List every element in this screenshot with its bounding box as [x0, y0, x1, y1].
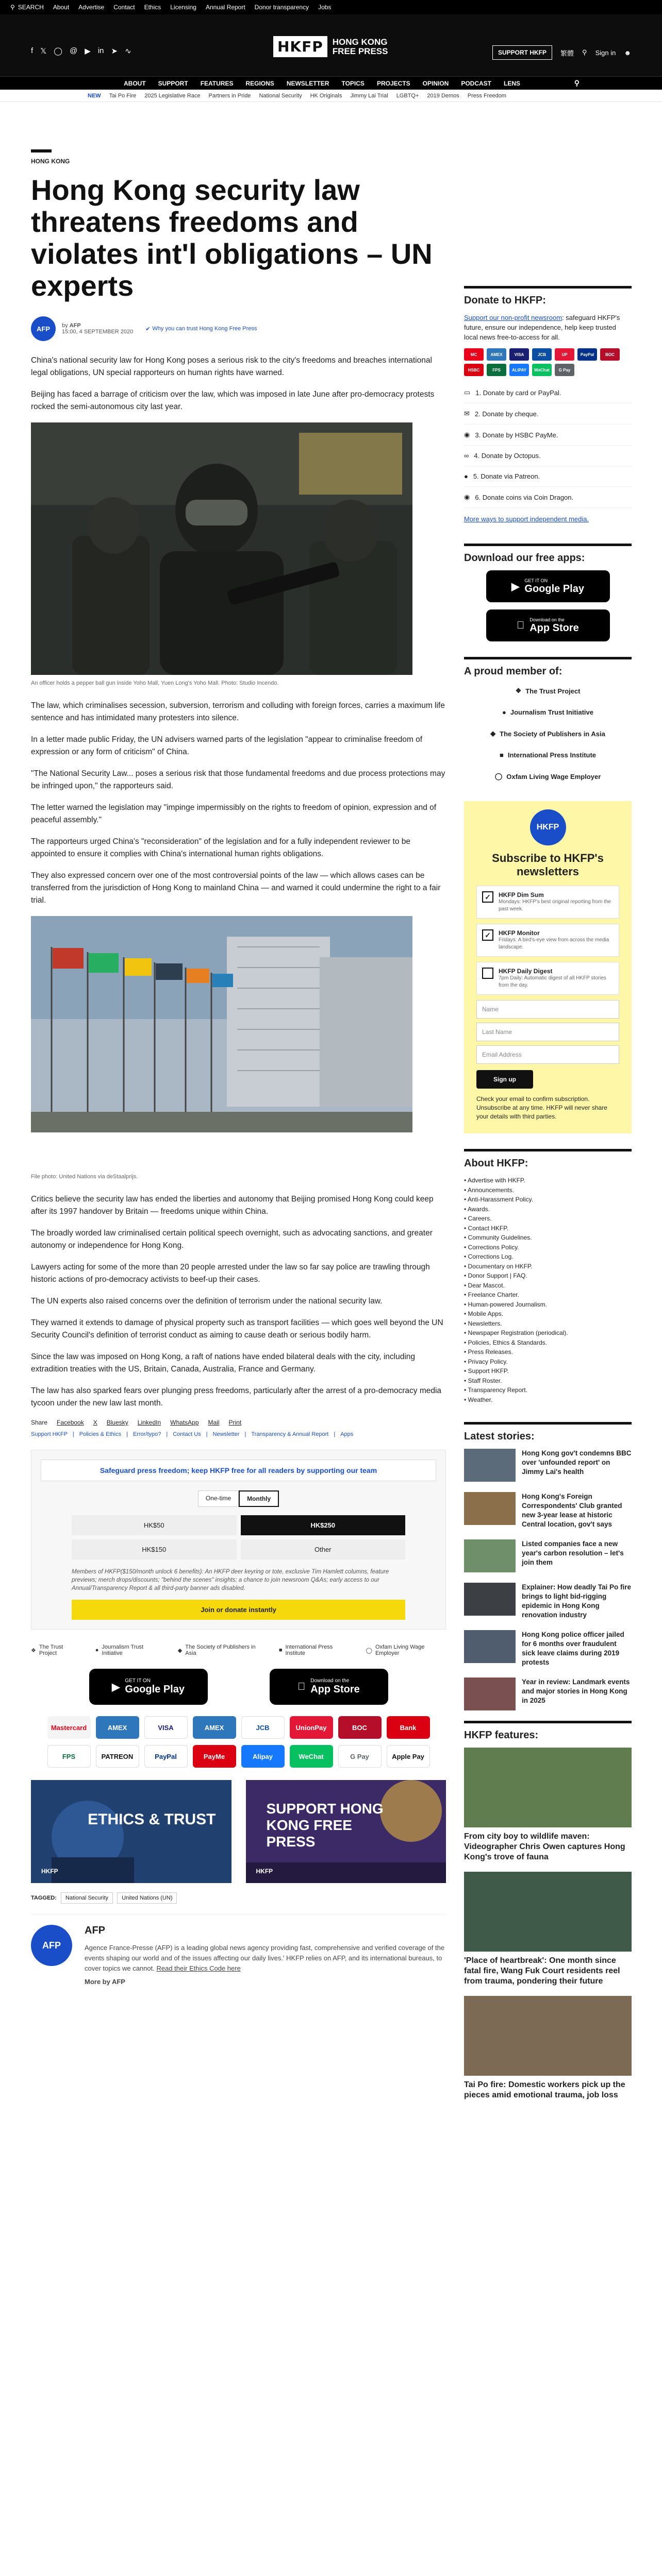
app-store-button[interactable]: Download on the App Store: [270, 1669, 388, 1705]
nav-item[interactable]: NEWSLETTER: [286, 79, 329, 87]
main-nav: [0, 76, 662, 90]
policy-link[interactable]: Error/typo?: [133, 1431, 161, 1437]
payment-logo: Alipay: [241, 1745, 285, 1768]
about-link[interactable]: • Policies, Ethics & Standards.: [464, 1338, 632, 1348]
share-print[interactable]: Print: [228, 1419, 242, 1426]
share-facebook[interactable]: Facebook: [57, 1419, 84, 1426]
member-badges: [31, 1644, 446, 1656]
story-thumbnail: [464, 1630, 516, 1663]
more-by-author[interactable]: More by AFP: [85, 1978, 125, 1986]
utility-link[interactable]: Contact: [113, 4, 135, 11]
nav-item[interactable]: SUPPORT: [158, 79, 188, 87]
payment-logo: PayMe: [193, 1745, 236, 1768]
share-bluesky[interactable]: Bluesky: [106, 1419, 128, 1426]
utility-search-label: SEARCH: [18, 4, 44, 11]
site-logo[interactable]: [273, 36, 388, 57]
newsletter-option[interactable]: ✓ HKFP Dim Sum Mondays: HKFP's best original reporting from the past week.: [476, 886, 619, 919]
author-avatar-large[interactable]: AFP: [31, 1925, 72, 1966]
newsletter-title: Subscribe to HKFP's newsletters: [492, 852, 604, 878]
about-link[interactable]: • Donor Support | FAQ.: [464, 1271, 632, 1281]
trust-link[interactable]: ✔ Why you can trust Hong Kong Free Press: [145, 326, 257, 332]
brand-actions: [492, 45, 631, 60]
tag[interactable]: National Security: [61, 1892, 113, 1904]
tag[interactable]: United Nations (UN): [117, 1892, 177, 1904]
feature-story[interactable]: From city boy to wildlife maven: Videographer Chris Owen captures Hong Kong's trove of fauna: [464, 1748, 632, 1862]
article-paragraph: The UN experts also raised concerns over the definition of terrorism under the national security law.: [31, 1297, 383, 1306]
payment-methods: [31, 1716, 446, 1768]
last-name-input[interactable]: Last Name: [476, 1023, 619, 1041]
publish-date: 15:00, 4 SEPTEMBER 2020: [62, 329, 134, 335]
nav-item[interactable]: LENS: [503, 79, 520, 87]
feature-image: [464, 1872, 632, 1952]
newsletter-option[interactable]: HKFP Daily Digest 7pm Daily: Automatic digest of all HKFP stories from the day.: [476, 962, 619, 995]
kicker-rule: [31, 149, 52, 152]
card-logo: PayPal: [577, 348, 597, 361]
support-hkfp-button[interactable]: SUPPORT HKFP: [492, 45, 552, 60]
jti-icon: ●: [95, 1647, 99, 1653]
subnav-item[interactable]: Jimmy Lai Trial: [350, 92, 388, 99]
article-paragraph: Lawyers acting for some of the more than 20 people arrested under the law so far say police are trawling through historic actions of pro-democracy activists to beef-up their cases.: [31, 1263, 430, 1284]
subnav-item[interactable]: Tai Po Fire: [109, 92, 137, 99]
sign-up-button[interactable]: Sign up: [476, 1070, 533, 1089]
card-logo: HSBC: [464, 364, 484, 376]
ipi-icon: ■: [278, 1647, 283, 1653]
utility-link[interactable]: About: [53, 4, 70, 11]
card-logo: BOC: [600, 348, 620, 361]
sidebar-app-store[interactable]: Download on the App Store: [486, 609, 610, 641]
name-input[interactable]: Name: [476, 1000, 619, 1019]
article-paragraph: In a letter made public Friday, the UN advisers warned parts of the legislation "appear to criminalise freedom of expression or any form of criticism" of China.: [31, 735, 423, 756]
sopa-badge[interactable]: ◆ The Society of Publishers in Asia: [177, 1644, 256, 1656]
shield-icon: ✔: [145, 326, 151, 332]
policy-link[interactable]: Support HKFP: [31, 1431, 68, 1437]
sidebar-google-play[interactable]: ▶ GET IT ON Google Play: [486, 570, 610, 602]
linkedin-icon[interactable]: in: [97, 46, 104, 55]
subnav-item[interactable]: Partners in Pride: [208, 92, 251, 99]
utility-link[interactable]: Licensing: [170, 4, 196, 11]
sub-nav: [0, 90, 662, 102]
google-play-button[interactable]: ▶ GET IT ON Google Play: [89, 1669, 208, 1705]
story-thumbnail: [464, 1449, 516, 1482]
jti-icon: ●: [502, 708, 506, 716]
article-paragraph: China's national security law for Hong Kong poses a serious risk to the city's freedoms and breaches international legal obligations, UN special rapporteurs on human rights have warned.: [31, 356, 432, 377]
utility-links: [53, 4, 332, 11]
feature-image: [464, 1996, 632, 2076]
utility-link[interactable]: Ethics: [144, 4, 161, 11]
newsletter-box: [464, 801, 632, 1133]
amount-option-selected[interactable]: HK$250: [241, 1515, 406, 1535]
promo-row: [31, 1780, 446, 1883]
promo-sub: HKFP: [41, 1868, 58, 1875]
checkbox-unchecked[interactable]: [482, 968, 493, 979]
share-label: Share: [31, 1419, 48, 1426]
tags: [31, 1892, 446, 1904]
byline: AFP by AFP 15:00, 4 SEPTEMBER 2020 ✔ Why you can trust Hong Kong Free Press: [31, 316, 446, 341]
subnav-item[interactable]: LGBTQ+: [396, 92, 419, 99]
donate-headline[interactable]: Safeguard press freedom; keep HKFP free for all readers by supporting our team: [41, 1460, 436, 1481]
donate-way[interactable]: ✉ 2. Donate by cheque.: [464, 403, 632, 425]
apple-icon: [297, 1681, 305, 1693]
payment-logo: WeChat: [290, 1745, 333, 1768]
article-photo-police: [31, 422, 412, 675]
nav-item[interactable]: REGIONS: [245, 79, 274, 87]
payment-logo: BOC: [338, 1716, 382, 1739]
article-paragraph: The law, which criminalises secession, subversion, terrorism and colluding with foreign forces, carries a maximum life sentence and has intimidated many protesters into silence.: [31, 701, 445, 722]
utility-link[interactable]: Jobs: [318, 4, 332, 11]
payment-logo: UnionPay: [290, 1716, 333, 1739]
card-logo: VISA: [509, 348, 529, 361]
article-category[interactable]: HONG KONG: [31, 158, 70, 165]
subnav-item[interactable]: Press Freedom: [467, 92, 506, 99]
support-promo[interactable]: [246, 1780, 446, 1883]
about-link[interactable]: • Newsletters.: [464, 1319, 632, 1329]
photo-caption: File photo: United Nations via deStaalprijs.: [31, 1174, 138, 1180]
proud-member[interactable]: ❖ The Trust Project: [515, 687, 581, 695]
ipi-badge[interactable]: ■ International Press Institute: [278, 1644, 333, 1656]
donate-way[interactable]: ◉ 3. Donate by HSBC PayMe.: [464, 425, 632, 446]
article-paragraph: Since the law was imposed on Hong Kong, a raft of nations have ended bilateral deals with the city, including extradition treaties with the US, Britain, Canada, Australia, France and Germany.: [31, 1352, 416, 1374]
nav-item[interactable]: OPINION: [422, 79, 449, 87]
author-box: [31, 1914, 446, 1990]
proud-members: [464, 687, 632, 781]
octopus-icon: ∞: [464, 452, 469, 460]
proud-member[interactable]: ◆ The Society of Publishers in Asia: [490, 730, 605, 738]
subnav-item[interactable]: National Security: [259, 92, 302, 99]
share-whatsapp[interactable]: WhatsApp: [170, 1419, 199, 1426]
logo-mark: HKFP: [273, 36, 327, 57]
about-link[interactable]: • Corrections Policy.: [464, 1243, 632, 1252]
subnav-item[interactable]: 2025 Legislative Race: [144, 92, 201, 99]
join-donate-button[interactable]: Join or donate instantly: [72, 1600, 405, 1620]
utility-bar: [0, 0, 662, 14]
payment-logo: PayPal: [144, 1745, 188, 1768]
donate-way[interactable]: ∞ 4. Donate by Octopus.: [464, 446, 632, 466]
card-logo: AMEX: [487, 348, 506, 361]
checkbox-checked[interactable]: ✓: [482, 891, 493, 903]
about-list: [464, 1176, 632, 1404]
payment-logo: Apple Pay: [387, 1745, 430, 1768]
latest-story[interactable]: Hong Kong's Foreign Correspondents' Club granted new 3-year lease at historic Central location, gov't says: [464, 1492, 632, 1529]
card-logo: G Pay: [555, 364, 574, 376]
jti-badge[interactable]: ● Journalism Trust Initiative: [95, 1644, 144, 1656]
about-link[interactable]: • Awards.: [464, 1205, 632, 1214]
newsletter-note: Check your email to confirm subscription. Unsubscribe at any time. HKFP will never share your details with third parties.: [476, 1095, 607, 1120]
card-logo: JCB: [532, 348, 552, 361]
policy-link[interactable]: Policies & Ethics: [79, 1431, 122, 1437]
frequency-toggle: [41, 1490, 436, 1507]
card-logo: ALIPAY: [509, 364, 529, 376]
about-link[interactable]: • Documentary on HKFP.: [464, 1262, 632, 1272]
article-paragraph: The rapporteurs urged China's "reconsideration" of the legislation and for a fully independent reviewer to be appointed to ensure it complies with China's international human rights obligations.: [31, 837, 411, 858]
card-logo: UP: [555, 348, 574, 361]
apple-icon: [517, 620, 524, 632]
policy-link[interactable]: Transparency & Annual Report: [251, 1431, 329, 1437]
social-icons: [31, 46, 131, 56]
author-box-name[interactable]: AFP: [85, 1925, 105, 1936]
about-link[interactable]: • Weather.: [464, 1395, 632, 1405]
oxfam-icon: ◯: [494, 772, 503, 780]
card-icon: ▭: [464, 388, 471, 396]
membership-perks: Members of HKFP($150/month unlock 6 benefits): An HKFP deer keyring or tote, exclusive Tim Hamlett columns, feature previews; merch drops/discounts; "behind the scenes" insights; a chance to join newsroom Q&As; early access to our Annual/Transparency Report & all third-party banner ads disabled.: [72, 1569, 389, 1591]
latest-story[interactable]: Year in review: Landmark events and major stories in Hong Kong in 2025: [464, 1677, 632, 1710]
search-icon[interactable]: ⚲: [582, 48, 587, 56]
checkbox-checked[interactable]: ✓: [482, 929, 493, 941]
about-link[interactable]: • Mobile Apps.: [464, 1309, 632, 1319]
about-link[interactable]: • Staff Roster.: [464, 1376, 632, 1386]
subnav-item[interactable]: HK Originals: [310, 92, 342, 99]
latest-story[interactable]: Hong Kong police officer jailed for 6 months over fraudulent sick leave claims during 2019 protests: [464, 1630, 632, 1667]
utility-link[interactable]: Donor transparency: [254, 4, 309, 11]
more-ways-link[interactable]: More ways to support independent media.: [464, 515, 589, 523]
about-link[interactable]: • Privacy Policy.: [464, 1357, 632, 1367]
share-bar: [31, 1419, 446, 1426]
payment-logo: G Pay: [338, 1745, 382, 1768]
google-play-icon: ▶: [511, 581, 520, 592]
about-link[interactable]: • Newspaper Registration (periodical).: [464, 1328, 632, 1338]
ethics-promo[interactable]: [31, 1780, 231, 1883]
x-icon[interactable]: 𝕏: [40, 47, 47, 56]
threads-icon[interactable]: @: [70, 46, 78, 55]
article-title: Hong Kong security law threatens freedoms and violates int'l obligations – UN experts: [31, 174, 433, 302]
features-title: HKFP features:: [464, 1721, 632, 1741]
oxfam-icon: ◯: [366, 1647, 372, 1654]
story-thumbnail: [464, 1583, 516, 1616]
share-x[interactable]: X: [93, 1419, 97, 1426]
email-input[interactable]: Email Address: [476, 1045, 619, 1064]
coin-icon: ◉: [464, 493, 470, 501]
feature-story[interactable]: Tai Po fire: Domestic workers pick up the pieces amid emotional trauma, job loss: [464, 1996, 632, 2100]
utility-link[interactable]: Advertise: [78, 4, 105, 11]
instagram-icon[interactable]: ◯: [54, 47, 63, 56]
article: [31, 149, 446, 1990]
nav-item[interactable]: PODCAST: [461, 79, 491, 87]
nav-search-icon[interactable]: ⚲: [574, 79, 580, 87]
cheque-icon: ✉: [464, 410, 470, 417]
about-link[interactable]: • Freelance Charter.: [464, 1290, 632, 1300]
sign-in-link[interactable]: Sign in: [595, 48, 616, 57]
latest-story[interactable]: Hong Kong gov't condemns BBC over 'unfounded report' on Jimmy Lai's health: [464, 1449, 632, 1482]
policy-link[interactable]: Apps: [340, 1431, 354, 1437]
telegram-icon[interactable]: ➤: [111, 47, 118, 56]
policy-link[interactable]: Contact Us: [173, 1431, 201, 1437]
author-name[interactable]: AFP: [69, 323, 81, 329]
payment-logo: VISA: [144, 1716, 188, 1739]
proud-member[interactable]: ■ International Press Institute: [499, 751, 597, 759]
tags-label: TAGGED:: [31, 1895, 57, 1901]
trust-project-icon: ❖: [515, 687, 522, 694]
payment-logo: Bank: [387, 1716, 430, 1739]
youtube-icon[interactable]: ▶: [85, 47, 91, 56]
about-link[interactable]: • Dear Mascot.: [464, 1281, 632, 1291]
payment-logo: FPS: [47, 1745, 91, 1768]
author-bio: Agence France-Presse (AFP) is a leading global news agency providing fast, comprehensive and verified coverage of the events shaping our world and of the issues affecting our daily lives.' HKFP relies on AFP, and its international bureaus, to cover topics we cannot. Read their Ethics Code here: [85, 1944, 445, 1972]
about-link[interactable]: • Careers.: [464, 1214, 632, 1224]
sopa-icon: ◆: [177, 1647, 183, 1654]
payment-logo: AMEX: [193, 1716, 236, 1739]
article-paragraph: The law has also sparked fears over plunging press freedoms, particularly after the arrest of a pro-democracy media tycoon under the new law last month.: [31, 1386, 442, 1408]
about-title: About HKFP:: [464, 1149, 632, 1170]
amount-option[interactable]: HK$50: [72, 1515, 237, 1535]
about-link[interactable]: • Transparency Report.: [464, 1385, 632, 1395]
amount-option[interactable]: Other: [241, 1539, 406, 1560]
sidebar: [464, 286, 632, 2110]
share-mail[interactable]: Mail: [208, 1419, 220, 1426]
donate-title: Donate to HKFP:: [464, 286, 632, 307]
donate-box: [31, 1450, 446, 1630]
nav-item[interactable]: TOPICS: [341, 79, 365, 87]
payment-logo: PATREON: [96, 1745, 139, 1768]
about-link[interactable]: • Contact HKFP.: [464, 1224, 632, 1233]
story-thumbnail: [464, 1677, 516, 1710]
promo-title: SUPPORT HONG KONG FREE PRESS: [266, 1801, 384, 1850]
google-play-icon: ▶: [112, 1681, 120, 1693]
about-link[interactable]: • Announcements.: [464, 1185, 632, 1195]
one-time-toggle[interactable]: One-time: [198, 1490, 239, 1507]
about-link[interactable]: • Advertise with HKFP.: [464, 1176, 632, 1185]
search-icon: ⚲: [10, 4, 15, 11]
nav-item[interactable]: PROJECTS: [376, 79, 410, 87]
nav-item[interactable]: FEATURES: [200, 79, 234, 87]
story-thumbnail: [464, 1492, 516, 1525]
latest-story[interactable]: Listed companies face a new year's carbon resolution – let's join them: [464, 1539, 632, 1572]
trust-project-badge[interactable]: ❖ The Trust Project: [31, 1644, 63, 1656]
sopa-icon: ◆: [490, 730, 496, 737]
user-icon[interactable]: ☻: [624, 48, 631, 57]
card-logo: WeChat: [532, 364, 552, 376]
donate-card-logos: [464, 348, 632, 376]
payme-icon: ◉: [464, 431, 470, 438]
payment-logo: JCB: [241, 1716, 285, 1739]
apps-title: Download our free apps:: [464, 544, 632, 564]
oxfam-badge[interactable]: ◯ Oxfam Living Wage Employer: [366, 1644, 425, 1656]
amount-options: [72, 1515, 405, 1560]
about-link[interactable]: • Human-powered Journalism.: [464, 1300, 632, 1310]
article-paragraph: Critics believe the security law has ended the liberties and autonomy that Beijing promised Hong Kong could keep after its 1997 handover by Britain — freedoms unique within China.: [31, 1195, 434, 1216]
article-photo-un-flags: [31, 916, 412, 1168]
promo-title: ETHICS & TRUST: [88, 1811, 216, 1828]
logo-name: HONG KONG FREE PRESS: [332, 37, 388, 56]
ethics-code-link[interactable]: Read their Ethics Code here: [156, 1964, 241, 1972]
ipi-icon: ■: [499, 751, 504, 759]
article-paragraph: They warned it extends to damage of physical property such as transport facilities — which goes well beyond the UN Security Council's definition of terrorist conduct as aiming to cause death or serious bodily harm.: [31, 1318, 443, 1340]
proud-member[interactable]: ◯ Oxfam Living Wage Employer: [494, 772, 601, 781]
new-label: NEW: [88, 92, 101, 99]
facebook-icon[interactable]: f: [31, 46, 34, 55]
nav-item[interactable]: ABOUT: [124, 79, 146, 87]
rss-icon[interactable]: ∿: [125, 47, 131, 56]
share-linkedin[interactable]: LinkedIn: [137, 1419, 161, 1426]
subnav-item[interactable]: 2019 Demos: [427, 92, 459, 99]
card-logo: FPS: [487, 364, 506, 376]
newsletter-logo: HKFP: [530, 809, 566, 845]
promo-sub: HKFP: [256, 1868, 273, 1875]
language-toggle[interactable]: 繁體: [560, 49, 574, 57]
donate-way[interactable]: ◉ 6. Donate coins via Coin Dragon.: [464, 487, 632, 508]
proud-title: A proud member of:: [464, 657, 632, 677]
about-link[interactable]: • Anti-Harassment Policy.: [464, 1195, 632, 1205]
about-link[interactable]: • Corrections Log.: [464, 1252, 632, 1262]
article-paragraph: "The National Security Law... poses a serious risk that those fundamental freedoms and due process protections may be infringed upon," the rapporteurs said.: [31, 769, 445, 790]
article-paragraph: Beijing has faced a barrage of criticism over the law, which was imposed in late June after pro-democracy protests rocked the semi-autonomous city last year.: [31, 390, 435, 411]
latest-story[interactable]: Explainer: How deadly Tai Po fire brings to light bid-rigging epidemic in Hong Kong renovation industry: [464, 1583, 632, 1620]
utility-link[interactable]: Annual Report: [205, 4, 245, 11]
latest-title: Latest stories:: [464, 1422, 632, 1443]
donate-way[interactable]: ▭ 1. Donate by card or PayPal.: [464, 382, 632, 403]
app-store-row: [31, 1669, 446, 1705]
brand-bar: [0, 14, 662, 76]
payment-logo: Mastercard: [47, 1716, 91, 1739]
article-paragraph: The broadly worded law criminalised certain political speech overnight, such as advocating sanctions, and greater autonomy or independence for Hong Kong.: [31, 1229, 433, 1250]
feature-image: [464, 1748, 632, 1827]
about-link[interactable]: • Support HKFP.: [464, 1366, 632, 1376]
trust-project-icon: ❖: [31, 1647, 36, 1654]
story-thumbnail: [464, 1539, 516, 1572]
newsletter-option[interactable]: ✓ HKFP Monitor Fridays: A bird's-eye view from across the media landscape.: [476, 924, 619, 957]
policy-link[interactable]: Newsletter: [212, 1431, 240, 1437]
payment-logo: AMEX: [96, 1716, 139, 1739]
proud-member[interactable]: ● Journalism Trust Initiative: [502, 708, 593, 716]
donate-ways: [464, 382, 632, 508]
donate-text: Support our non-profit newsroom: safeguard HKFP's future, ensure our independence, help keep trusted local news free-to-access for all.: [464, 314, 620, 341]
about-link[interactable]: • Press Releases.: [464, 1347, 632, 1357]
author-avatar[interactable]: AFP: [31, 316, 56, 341]
monthly-toggle[interactable]: Monthly: [239, 1490, 279, 1507]
card-logo: MC: [464, 348, 484, 361]
policy-links: Support HKFP | Policies & Ethics | Error/typo? | Contact Us | Newsletter | Transparency & Annual Report | Apps: [31, 1431, 354, 1437]
support-newsroom-link[interactable]: Support our non-profit newsroom: [464, 314, 562, 321]
utility-search[interactable]: [10, 4, 44, 11]
about-link[interactable]: • Community Guidelines.: [464, 1233, 632, 1243]
patreon-icon: ●: [464, 472, 468, 480]
feature-story[interactable]: 'Place of heartbreak': One month since fatal fire, Wang Fuk Court residents reel from trauma, pondering their future: [464, 1872, 632, 1987]
article-paragraph: They also expressed concern over one of the most controversial points of the law — which allows cases can be transferred from the jurisdiction of Hong Kong to mainland China — and warned it could undermine the right to a fair trial.: [31, 871, 441, 905]
donate-way[interactable]: ● 5. Donate via Patreon.: [464, 466, 632, 487]
amount-option[interactable]: HK$150: [72, 1539, 237, 1560]
article-paragraph: The letter warned the legislation may "impinge impermissibly on the rights to freedom of opinion, expression and of peaceful assembly.": [31, 803, 437, 824]
photo-caption: An officer holds a pepper ball gun inside Yoho Mall, Yuen Long's Yoho Mall. Photo: Studio Incendo.: [31, 680, 279, 686]
